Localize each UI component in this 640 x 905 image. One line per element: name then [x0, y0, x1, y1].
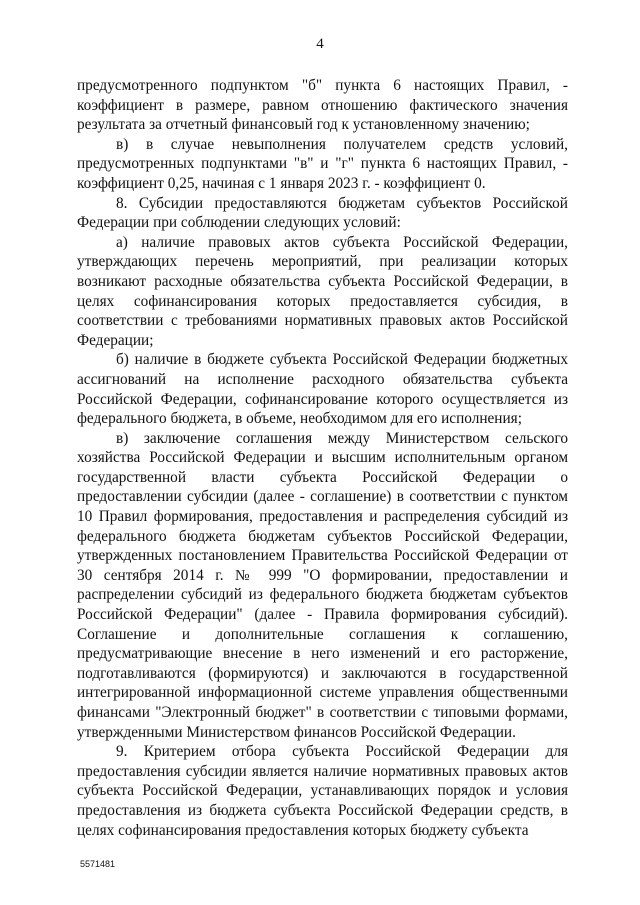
paragraph: 8. Субсидии предоставляются бюджетам субъектов Российской Федерации при соблюдении следующих условий: [77, 194, 568, 232]
paragraph: в) заключение соглашения между Министерством сельского хозяйства Российской Федерации и высшим исполнительным органом государственной власти субъекта Российской Федерации о предоставлении субсидии (далее - соглашение) в соответствии с пунктом 10 Правил формирования, предоставления и распределения субсидий из федерального бюджета бюджетам субъектов Российской Федерации, утвержденных постановлением Правительства Российской Федерации от 30 сентября 2014 г. № 999 "О формировании, предоставлении и распределении субсидий из федерального бюджета бюджетам субъектов Российской Федерации" (далее - Правила формирования субсидий). Соглашение и дополнительные соглашения к соглашению, предусматривающие внесение в него изменений и его расторжение, подготавливаются (формируются) и заключаются в государственной интегрированной информационной системе управления общественными финансами "Электронный бюджет" в соответствии с типовыми формами, утвержденными Министерством финансов Российской Федерации. [77, 429, 568, 741]
page-number: 4 [316, 36, 324, 52]
paragraph: предусмотренного подпунктом "б" пункта 6 настоящих Правил, - коэффициент в размере, равном отношению фактического значения результата за отчетный финансовый год к установленному значению; [77, 77, 568, 134]
document-id: 5571481 [80, 859, 116, 869]
paragraph: 9. Критерием отбора субъекта Российской Федерации для предоставления субсидии является наличие нормативных правовых актов субъекта Российской Федерации, устанавливающих порядок и условия предоставления из бюджета субъекта Российской Федерации средств, в целях софинансирования предоставления которых бюджету субъекта [77, 743, 568, 839]
paragraph: б) наличие в бюджете субъекта Российской Федерации бюджетных ассигнований на исполнение расходного обязательства субъекта Российской Федерации, софинансирование которого осуществляется из федерального бюджета, в объеме, необходимом для его исполнения; [77, 351, 568, 428]
paragraph: а) наличие правовых актов субъекта Российской Федерации, утверждающих перечень мероприятий, при реализации которых возникают расходные обязательства субъекта Российской Федерации, в целях софинансирования которых предоставляется субсидия, в соответствии с требованиями нормативных правовых актов Российской Федерации; [77, 233, 568, 349]
document-body [77, 76, 568, 840]
paragraph: в) в случае невыполнения получателем средств условий, предусмотренных подпунктами "в" и "г" пункта 6 настоящих Правил, - коэффициент 0,25, начиная с 1 января 2023 г. - коэффициент 0. [77, 135, 568, 192]
